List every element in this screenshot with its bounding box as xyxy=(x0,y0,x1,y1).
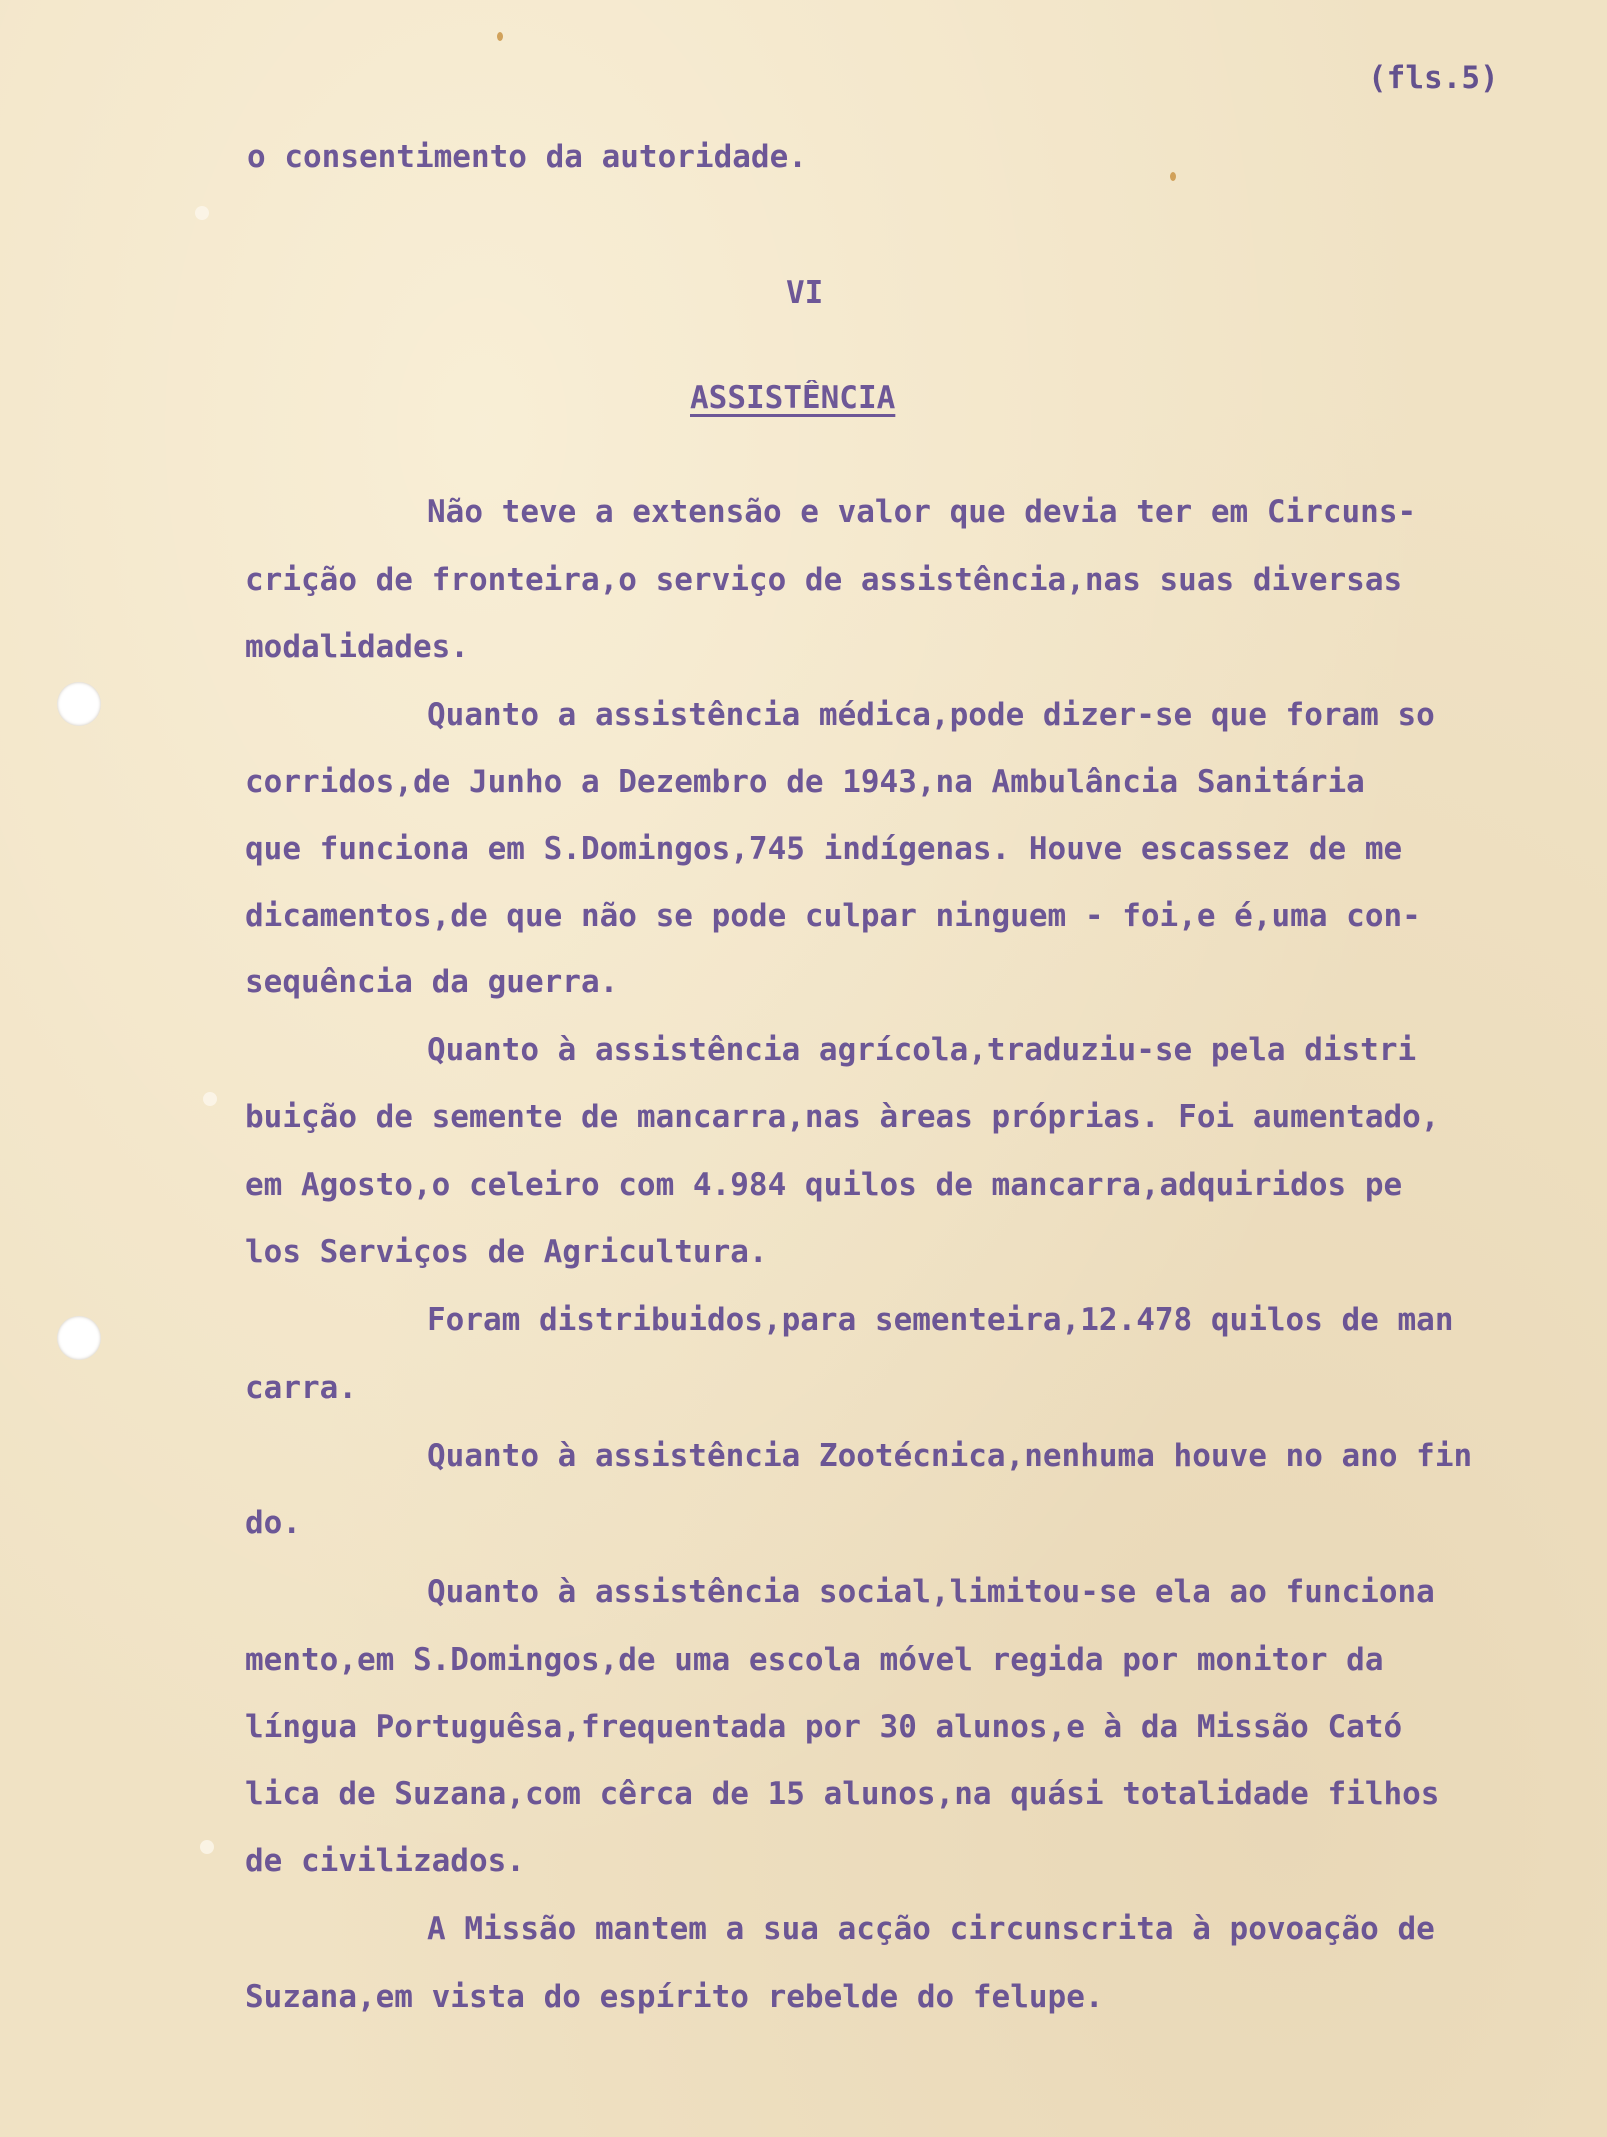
paper-nick-middle xyxy=(203,1092,217,1106)
text-line: Quanto à assistência Zootécnica,nenhuma houve no ano fin xyxy=(427,1438,1473,1474)
text-line: buição de semente de mancarra,nas àreas próprias. Foi aumentado, xyxy=(245,1099,1440,1135)
text-line: mento,em S.Domingos,de uma escola móvel regida por monitor da xyxy=(245,1642,1384,1678)
text-line: do. xyxy=(245,1505,301,1541)
text-line: Não teve a extensão e valor que devia ter em Circuns- xyxy=(427,494,1417,530)
text-line: Quanto a assistência médica,pode dizer-se que foram so xyxy=(427,697,1435,733)
text-line: Suzana,em vista do espírito rebelde do felupe. xyxy=(245,1979,1104,2015)
section-number: VI xyxy=(786,275,824,311)
text-line: sequência da guerra. xyxy=(245,964,619,1000)
text-line: o consentimento da autoridade. xyxy=(247,139,807,175)
ink-spot xyxy=(1170,172,1176,181)
paper-nick-top xyxy=(195,206,209,220)
text-line: Foram distribuidos,para sementeira,12.478 quilos de man xyxy=(427,1302,1454,1338)
text-line: de civilizados. xyxy=(245,1843,525,1879)
text-line: Quanto à assistência social,limitou-se ela ao funciona xyxy=(427,1574,1435,1610)
paper-nick-bottom xyxy=(200,1840,214,1854)
text-line: língua Portuguêsa,frequentada por 30 alunos,e à da Missão Cató xyxy=(245,1709,1403,1745)
text-line: corridos,de Junho a Dezembro de 1943,na Ambulância Sanitária xyxy=(245,764,1365,800)
ink-spot xyxy=(497,32,503,41)
text-line: Quanto à assistência agrícola,traduziu-se pela distri xyxy=(427,1032,1417,1068)
punch-hole-upper xyxy=(57,682,101,726)
text-line: A Missão mantem a sua acção circunscrita à povoação de xyxy=(427,1911,1435,1947)
page-folio: (fls.5) xyxy=(1368,60,1499,96)
punch-hole-lower xyxy=(57,1316,101,1360)
text-line: carra. xyxy=(245,1370,357,1406)
text-line: lica de Suzana,com cêrca de 15 alunos,na quási totalidade filhos xyxy=(245,1776,1440,1812)
text-line: em Agosto,o celeiro com 4.984 quilos de mancarra,adquiridos pe xyxy=(245,1167,1403,1203)
text-line: crição de fronteira,o serviço de assistência,nas suas diversas xyxy=(245,562,1403,598)
text-line: los Serviços de Agricultura. xyxy=(245,1234,768,1270)
text-line: dicamentos,de que não se pode culpar ninguem - foi,e é,uma con- xyxy=(245,898,1421,934)
text-line: modalidades. xyxy=(245,629,469,665)
section-title: ASSISTÊNCIA xyxy=(690,380,896,416)
text-line: que funciona em S.Domingos,745 indígenas. Houve escassez de me xyxy=(245,831,1403,867)
